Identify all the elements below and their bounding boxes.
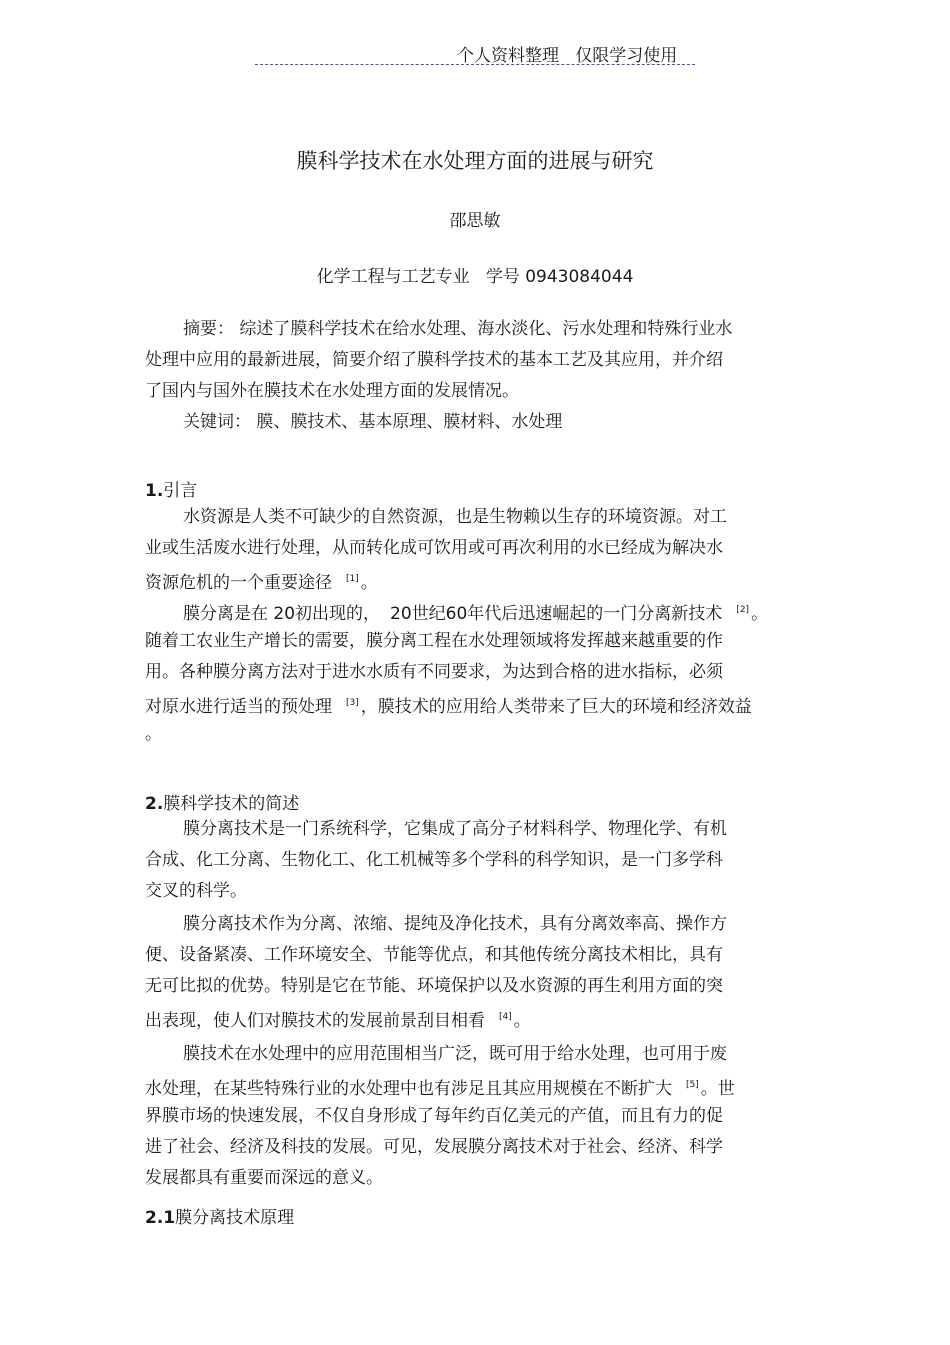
text-line: 膜分离技术作为分离、浓缩、提纯及净化技术，具有分离效率高、操作方 (183, 914, 727, 934)
text-line: 随着工农业生产增长的需要，膜分离工程在水处理领域将发挥越来越重要的作 (145, 631, 723, 651)
section-title: 膜科学技术的简述 (163, 794, 300, 814)
section-2-1-heading (145, 1203, 294, 1228)
text-run: 水处理，在某些特殊行业的水处理中也有涉足且其应用规模在不断扩大 (145, 1079, 672, 1099)
author-name: 邵思敏 (449, 211, 501, 231)
text-line: 界膜市场的快速发展，不仅自身形成了每年约百亿美元的产值，而且有力的促 (145, 1106, 723, 1126)
text-line: 水资源是人类不可缺少的自然资源，也是生物赖以生存的环境资源。对工 (183, 507, 727, 527)
header-divider (255, 64, 695, 65)
abstract-line: 了国内与国外在膜技术在水处理方面的发展情况。 (145, 381, 519, 401)
text-run: 资源危机的一个重要途径 (145, 573, 332, 593)
section-1-paragraph-1 (145, 502, 805, 595)
text-line (145, 688, 805, 719)
text-run: ，膜技术的应用给人类带来了巨大的环境和经济效益 (360, 697, 752, 717)
section-1-paragraph-2 (145, 595, 805, 750)
section-2-paragraph-1 (145, 814, 805, 907)
text-line (145, 595, 805, 626)
text-line: 用。各种膜分离方法对于进水水质有不同要求，为达到合格的进水指标，必须 (145, 662, 723, 682)
text-run: 20世纪60年代后迅速崛起的一门分离新技术 (390, 604, 723, 624)
abstract (145, 314, 805, 438)
text-line: 膜分离技术是一门系统科学，它集成了高分子材料科学、物理化学、有机 (183, 819, 727, 839)
text-run: 出表现，使人们对膜技术的发展前景刮目相看 (145, 1011, 485, 1031)
text-line: 合成、化工分离、生物化工、化工机械等多个学科的科学知识，是一门多学科 (145, 850, 723, 870)
text-line: 进了社会、经济及科技的发展。可见，发展膜分离技术对于社会、经济、科学 (145, 1137, 723, 1157)
text-line: 膜技术在水处理中的应用范围相当广泛，既可用于给水处理，也可用于废 (183, 1044, 727, 1064)
section-title: 引言 (163, 481, 198, 501)
section-number: 1. (145, 481, 164, 501)
abstract-line: 摘要： 综述了膜科学技术在给水处理、海水淡化、污水处理和特殊行业水 (183, 319, 733, 339)
section-number: 2.1 (145, 1208, 176, 1228)
text-line: 发展都具有重要而深远的意义。 (145, 1168, 383, 1188)
text-line (145, 564, 805, 595)
text-line (145, 1002, 805, 1033)
text-run: 膜分离是在 20初出现的， (183, 604, 381, 624)
text-run: 。 (513, 1011, 531, 1031)
citation-ref: [5] (686, 1080, 699, 1090)
text-line: 便、设备紧凑、工作环境安全、节能等优点，和其他传统分离技术相比，具有 (145, 945, 723, 965)
text-line (145, 1070, 805, 1101)
citation-ref: [3] (346, 698, 359, 708)
citation-ref: [2] (736, 605, 750, 615)
text-line: 交叉的科学。 (145, 881, 247, 901)
affiliation: 化学工程与工艺专业 学号 0943084044 (316, 267, 634, 287)
citation-ref: [4] (499, 1012, 512, 1022)
paper-title: 膜科学技术在水处理方面的进展与研究 (296, 149, 654, 173)
section-1-heading (145, 476, 197, 501)
text-line: 无可比拟的优势。特别是它在节能、环境保护以及水资源的再生利用方面的突 (145, 976, 723, 996)
text-line: 。 (145, 724, 162, 744)
text-run: 。世 (700, 1079, 735, 1099)
text-run: 。 (751, 604, 769, 624)
page-header: 个人资料整理 仅限学习使用 (457, 46, 678, 66)
text-run: 。 (360, 573, 378, 593)
abstract-line: 处理中应用的最新进展，简要介绍了膜科学技术的基本工艺及其应用，并介绍 (145, 350, 723, 370)
section-2-paragraph-3 (145, 1039, 805, 1194)
section-2-paragraph-2 (145, 909, 805, 1033)
citation-ref: [1] (346, 574, 359, 584)
section-title: 膜分离技术原理 (175, 1208, 295, 1228)
text-line: 业或生活废水进行处理，从而转化成可饮用或可再次利用的水已经成为解决水 (145, 538, 723, 558)
keywords: 关键词： 膜、膜技术、基本原理、膜材料、水处理 (183, 412, 563, 432)
section-2-heading (145, 789, 299, 814)
text-run: 对原水进行适当的预处理 (145, 697, 332, 717)
section-number: 2. (145, 794, 164, 814)
